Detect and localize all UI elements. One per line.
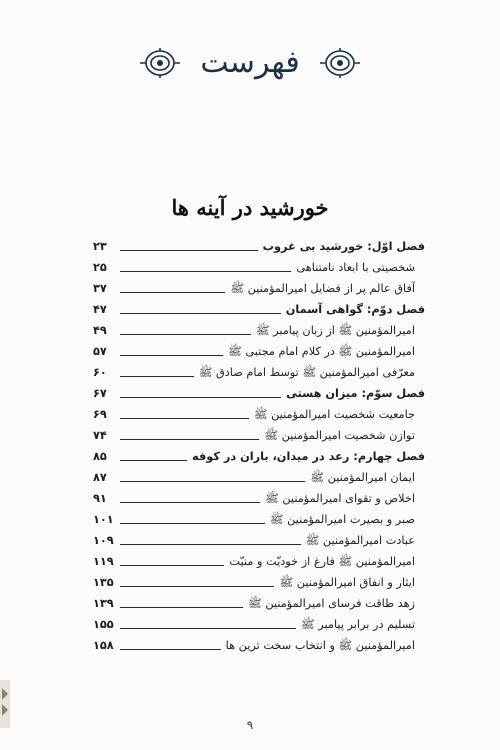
toc-entry-title: ایمان امیرالمؤمنین ﷺ bbox=[310, 470, 415, 484]
toc-page-number: ۵۷ bbox=[93, 344, 107, 358]
toc-entry-row[interactable] bbox=[93, 572, 425, 593]
section-title: خورشید در آینه ها bbox=[171, 195, 329, 220]
toc-entry-row[interactable] bbox=[93, 425, 425, 446]
ornament-left-icon bbox=[138, 48, 182, 78]
toc-page-number: ۱۱۹ bbox=[93, 554, 114, 568]
toc-page-number: ۶۷ bbox=[93, 386, 107, 400]
toc-leader-line bbox=[120, 628, 296, 629]
toc-page-number: ۱۵۵ bbox=[93, 617, 114, 631]
toc-page-number: ۸۵ bbox=[93, 449, 107, 463]
toc-chapter-row[interactable] bbox=[93, 446, 425, 467]
toc-entry-row[interactable] bbox=[93, 278, 425, 299]
toc-page-number: ۱۰۹ bbox=[93, 533, 114, 547]
toc-entry-title: امیرالمؤمنین ﷺ در کلام امام مجتبی ﷺ bbox=[228, 344, 415, 358]
toc-leader-line bbox=[120, 649, 221, 650]
toc-page-number: ۶۰ bbox=[93, 365, 107, 379]
toc-page-number: ۱۰۱ bbox=[93, 512, 114, 526]
toc-page-number: ۲۵ bbox=[93, 260, 107, 274]
toc-entry-row[interactable] bbox=[93, 593, 425, 614]
toc-entry-title: امیرالمؤمنین ﷺ فارغ از خودیّت و منیّت bbox=[229, 554, 415, 568]
toc-leader-line bbox=[120, 523, 265, 524]
toc-entry-row[interactable] bbox=[93, 488, 425, 509]
toc-page-number: ۲۳ bbox=[93, 239, 107, 253]
toc-page-number: ۱۵۸ bbox=[93, 638, 114, 652]
toc-entry-title: صبر و بصیرت امیرالمؤمنین ﷺ bbox=[269, 512, 415, 526]
toc-leader-line bbox=[120, 439, 259, 440]
toc-leader-line bbox=[120, 250, 258, 251]
toc-entry-title: فصل سوّم: میزان هستی bbox=[286, 386, 425, 400]
toc-entry-title: جامعیت شخصیت امیرالمؤمنین ﷺ bbox=[253, 407, 415, 421]
toc-page-number: ۸۷ bbox=[93, 470, 107, 484]
publisher-logo-icon bbox=[0, 680, 16, 728]
toc-chapter-row[interactable] bbox=[93, 299, 425, 320]
toc-entry-title: امیرالمؤمنین ﷺ از زبان پیامبر ﷺ bbox=[255, 323, 415, 337]
toc-entry-title: توازن شخصیت امیرالمؤمنین ﷺ bbox=[264, 428, 415, 442]
toc-entry-title: فصل اوّل: خورشید بی غروب bbox=[262, 239, 425, 253]
toc-leader-line bbox=[120, 502, 260, 503]
toc-leader-line bbox=[120, 586, 274, 587]
toc-leader-line bbox=[120, 607, 243, 608]
toc-chapter-row[interactable] bbox=[93, 236, 425, 257]
toc-entry-title: اخلاص و تقوای امیرالمؤمنین ﷺ bbox=[265, 491, 415, 505]
toc-entry-title: زهد طاقت فرسای امیرالمؤمنین ﷺ bbox=[248, 596, 415, 610]
toc-entry-row[interactable] bbox=[93, 320, 425, 341]
toc-entry-title: عبادت امیرالمؤمنین ﷺ bbox=[305, 533, 415, 547]
page-number: ۹ bbox=[246, 718, 254, 732]
toc-page-number: ۷۴ bbox=[93, 428, 107, 442]
toc-entry-title: امیرالمؤمنین ﷺ و انتخاب سخت ترین ها bbox=[225, 638, 415, 652]
toc-entry-row[interactable] bbox=[93, 635, 425, 656]
toc-leader-line bbox=[120, 313, 281, 314]
toc-page-number: ۴۷ bbox=[93, 302, 107, 316]
toc-entry-row[interactable] bbox=[93, 257, 425, 278]
toc-page-number: ۱۳۵ bbox=[93, 575, 114, 589]
toc-page-number: ۳۷ bbox=[93, 281, 107, 295]
toc-leader-line bbox=[120, 460, 187, 461]
toc-leader-line bbox=[120, 271, 291, 272]
toc-leader-line bbox=[120, 544, 301, 545]
toc-entry-row[interactable] bbox=[93, 362, 425, 383]
toc-entry-row[interactable] bbox=[93, 404, 425, 425]
toc-page-number: ۱۳۹ bbox=[93, 596, 114, 610]
page-title: فهرست bbox=[200, 45, 300, 80]
toc-entry-title: فصل چهارم: رعد در میدان، باران در کوفه bbox=[192, 449, 425, 463]
toc-entry-title: معرّفی امیرالمؤمنین ﷺ توسط امام صادق ﷺ bbox=[198, 365, 415, 379]
toc-chapter-row[interactable] bbox=[93, 383, 425, 404]
toc-entry-title: تسلیم در برابر پیامبر ﷺ bbox=[301, 617, 415, 631]
toc-entry-title: آفاق عالم پر از فضایل امیرالمؤمنین ﷺ bbox=[230, 281, 415, 295]
toc-page-number: ۶۹ bbox=[93, 407, 107, 421]
toc-entry-row[interactable] bbox=[93, 530, 425, 551]
toc-leader-line bbox=[120, 565, 224, 566]
toc-entry-row[interactable] bbox=[93, 614, 425, 635]
toc-page-number: ۴۹ bbox=[93, 323, 107, 337]
toc-page-number: ۹۱ bbox=[93, 491, 107, 505]
toc-leader-line bbox=[120, 292, 225, 293]
toc-entry-title: شخصیتی با ابعاد نامتناهی bbox=[296, 260, 415, 274]
toc-leader-line bbox=[120, 418, 249, 419]
toc-entry-row[interactable] bbox=[93, 341, 425, 362]
toc-header bbox=[0, 38, 500, 88]
toc-entry-title: فصل دوّم: گواهی آسمان bbox=[285, 302, 425, 316]
table-of-contents bbox=[93, 236, 425, 656]
toc-entry-row[interactable] bbox=[93, 509, 425, 530]
toc-leader-line bbox=[120, 376, 194, 377]
toc-leader-line bbox=[120, 481, 305, 482]
toc-leader-line bbox=[120, 397, 281, 398]
toc-entry-title: ایثار و انفاق امیرالمؤمنین ﷺ bbox=[279, 575, 415, 589]
ornament-right-icon bbox=[318, 48, 362, 78]
toc-leader-line bbox=[120, 355, 223, 356]
toc-entry-row[interactable] bbox=[93, 551, 425, 572]
toc-leader-line bbox=[120, 334, 251, 335]
toc-entry-row[interactable] bbox=[93, 467, 425, 488]
